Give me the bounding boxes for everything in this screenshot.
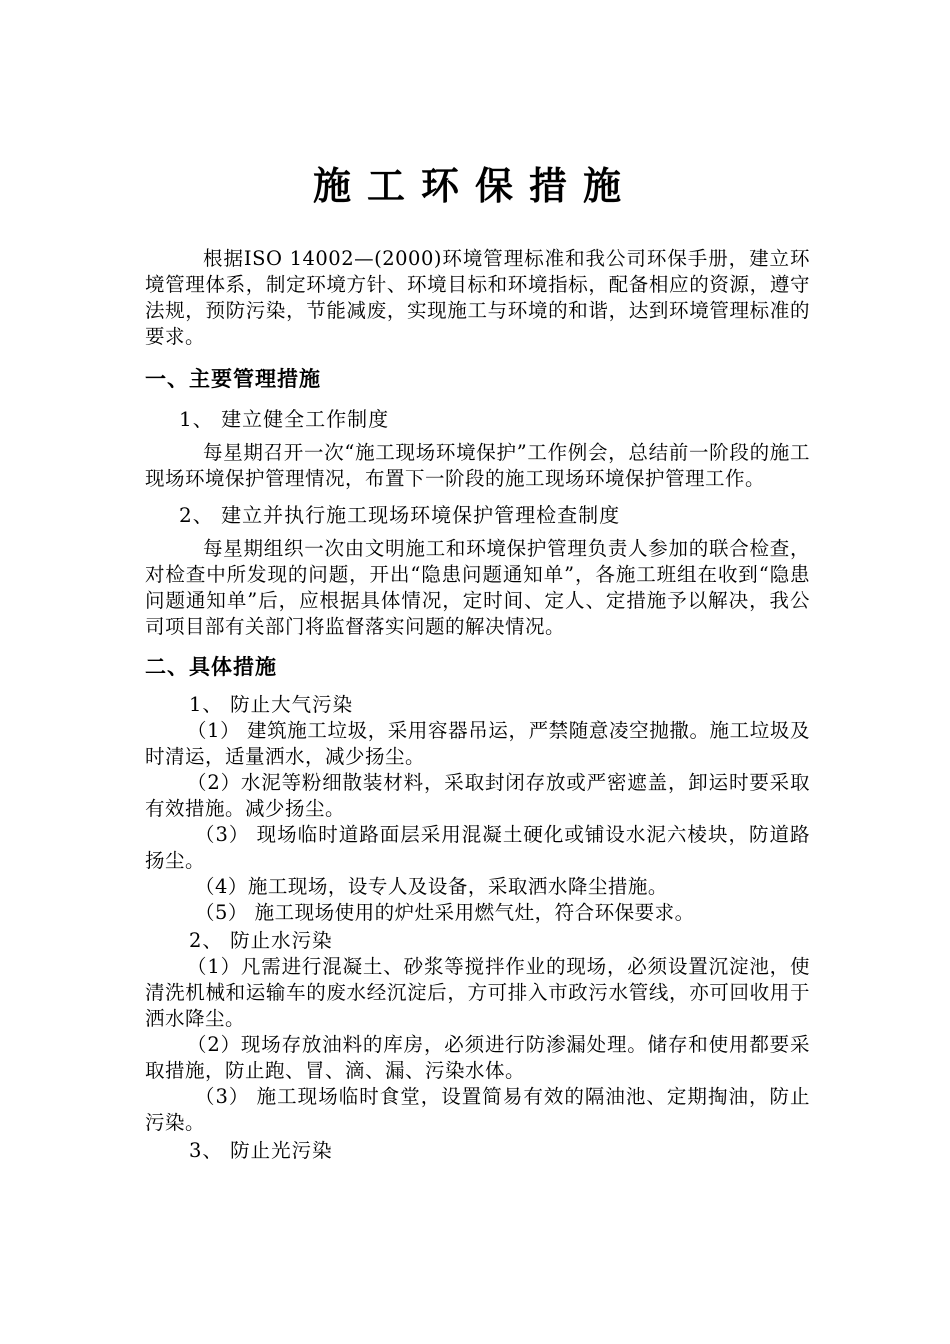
subsection-text-work-system: 每星期召开一次“施工现场环境保护”工作例会，总结前一阶段的施工现场环境保护管理情况，布置下一阶段的施工现场环境保护管理工作。 — [145, 441, 810, 490]
list-item: （3） 施工现场临时食堂，设置简易有效的隔油池、定期掏油，防止污染。 — [145, 1085, 810, 1134]
group-title-light-pollution: 3、 防止光污染 — [189, 1139, 333, 1162]
document-title: 施工环保措施 — [312, 164, 637, 208]
intro-paragraph: 根据ISO 14002—(2000)环境管理标准和我公司环保手册，建立环境管理体系，制定环境方针、环境目标和环境指标，配备相应的资源，遵守法规，预防污染，节能减废，实现施工与环境的和谐，达到环境管理标准的要求。 — [145, 247, 810, 348]
subsection-title-work-system: 1、 建立健全工作制度 — [179, 407, 390, 431]
list-item: （1）凡需进行混凝土、砂浆等搅拌作业的现场，必须设置沉淀池，使清洗机械和运输车的废水经沉淀后，方可排入市政污水管线，亦可回收用于洒水降尘。 — [145, 955, 810, 1030]
list-item: （5） 施工现场使用的炉灶采用燃气灶，符合环保要求。 — [195, 901, 695, 924]
list-item: （2）水泥等粉细散装材料，采取封闭存放或严密遮盖，卸运时要采取有效措施。减少扬尘。 — [145, 771, 810, 820]
list-item: （1） 建筑施工垃圾，采用容器吊运，严禁随意凌空抛撒。施工垃圾及时清运，适量洒水，减少扬尘。 — [145, 719, 810, 768]
section-heading-specific-measures: 二、具体措施 — [145, 655, 277, 679]
subsection-text-inspection-system: 每星期组织一次由文明施工和环境保护管理负责人参加的联合检查，对检查中所发现的问题，开出“隐患问题通知单”，各施工班组在收到“隐患问题通知单”后，应根据具体情况，定时间、定人、定措施予以解决，我公司项目部有关部门将监督落实问题的解决情况。 — [145, 537, 810, 638]
list-item: （4）施工现场，设专人及设备，采取洒水降尘措施。 — [195, 875, 668, 898]
group-title-water-pollution: 2、 防止水污染 — [189, 929, 333, 952]
list-item: （2）现场存放油料的库房，必须进行防渗漏处理。储存和使用都要采取措施，防止跑、冒、滴、漏、污染水体。 — [145, 1033, 810, 1082]
subsection-title-inspection-system: 2、 建立并执行施工现场环境保护管理检查制度 — [179, 503, 621, 527]
section-heading-management: 一、主要管理措施 — [145, 367, 321, 391]
group-title-air-pollution: 1、 防止大气污染 — [189, 693, 354, 716]
list-item: （3） 现场临时道路面层采用混凝土硬化或铺设水泥六棱块，防道路扬尘。 — [145, 823, 810, 872]
document-body — [145, 246, 810, 1164]
